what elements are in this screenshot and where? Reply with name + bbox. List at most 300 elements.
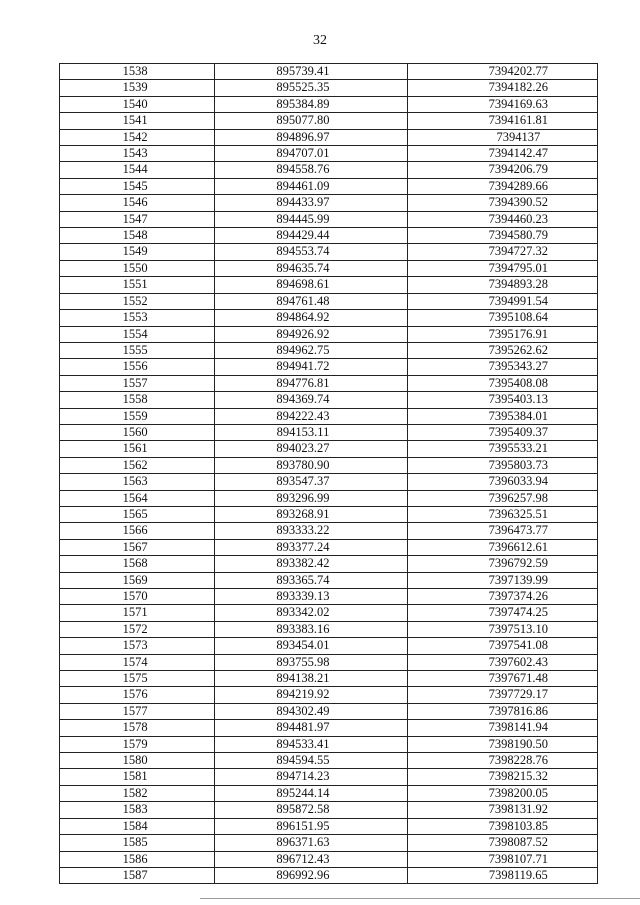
x-coordinate-cell bbox=[215, 326, 407, 342]
x-coordinate-cell bbox=[215, 523, 407, 539]
point-number-cell bbox=[60, 178, 215, 194]
y-coordinate-cell bbox=[407, 342, 597, 358]
cell-text: 1564 bbox=[122, 490, 148, 505]
cell-text: 7398107.71 bbox=[488, 851, 548, 866]
cell-text: 1582 bbox=[122, 785, 148, 800]
table-row bbox=[60, 408, 598, 424]
cell-text: 1578 bbox=[122, 720, 148, 735]
cell-text: 1549 bbox=[122, 244, 148, 259]
cell-text: 1555 bbox=[122, 342, 148, 357]
cell-text: 7397671.48 bbox=[488, 671, 548, 686]
cell-text: 894433.97 bbox=[276, 195, 330, 210]
y-coordinate-cell bbox=[407, 146, 597, 162]
point-number-cell bbox=[60, 687, 215, 703]
table-row bbox=[60, 375, 598, 391]
cell-text: 894776.81 bbox=[276, 375, 330, 390]
cell-text: 894761.48 bbox=[276, 293, 330, 308]
table-row bbox=[60, 195, 598, 211]
x-coordinate-cell bbox=[215, 342, 407, 358]
point-number-cell bbox=[60, 720, 215, 736]
point-number-cell bbox=[60, 228, 215, 244]
table-row bbox=[60, 621, 598, 637]
x-coordinate-cell bbox=[215, 96, 407, 112]
table-row bbox=[60, 556, 598, 572]
point-number-cell bbox=[60, 474, 215, 490]
cell-text: 894714.23 bbox=[276, 769, 330, 784]
y-coordinate-cell bbox=[407, 851, 597, 867]
x-coordinate-cell bbox=[215, 703, 407, 719]
cell-text: 7394795.01 bbox=[488, 260, 548, 275]
cell-text: 1544 bbox=[122, 162, 148, 177]
y-coordinate-cell bbox=[407, 802, 597, 818]
cell-text: 1554 bbox=[122, 326, 148, 341]
x-coordinate-cell bbox=[215, 556, 407, 572]
x-coordinate-cell bbox=[215, 228, 407, 244]
x-coordinate-cell bbox=[215, 753, 407, 769]
table-row bbox=[60, 342, 598, 358]
cell-text: 1556 bbox=[122, 359, 148, 374]
y-coordinate-cell bbox=[407, 113, 597, 129]
y-coordinate-cell bbox=[407, 687, 597, 703]
table-row bbox=[60, 244, 598, 260]
cell-text: 7397602.43 bbox=[488, 654, 548, 669]
cell-text: 895739.41 bbox=[276, 64, 330, 78]
table-row bbox=[60, 539, 598, 555]
cell-text: 1557 bbox=[122, 375, 148, 390]
cell-text: 1551 bbox=[122, 277, 148, 292]
table-row bbox=[60, 506, 598, 522]
y-coordinate-cell bbox=[407, 605, 597, 621]
cell-text: 1573 bbox=[122, 638, 148, 653]
page-number: 32 bbox=[313, 33, 327, 48]
cell-text: 893780.90 bbox=[276, 457, 330, 472]
cell-text: 1550 bbox=[122, 260, 148, 275]
x-coordinate-cell bbox=[215, 277, 407, 293]
cell-text: 7394202.77 bbox=[488, 64, 548, 78]
cell-text: 7394580.79 bbox=[488, 228, 548, 243]
cell-text: 7394137 bbox=[496, 129, 541, 144]
point-number-cell bbox=[60, 392, 215, 408]
y-coordinate-cell bbox=[407, 424, 597, 440]
cell-text: 1565 bbox=[122, 506, 148, 521]
scan-edge-line bbox=[200, 898, 640, 899]
y-coordinate-cell bbox=[407, 310, 597, 326]
cell-text: 7398215.32 bbox=[488, 769, 548, 784]
cell-text: 894594.55 bbox=[276, 753, 330, 768]
x-coordinate-cell bbox=[215, 638, 407, 654]
cell-text: 1574 bbox=[122, 654, 148, 669]
point-number-cell bbox=[60, 441, 215, 457]
cell-text: 1571 bbox=[122, 605, 148, 620]
y-coordinate-cell bbox=[407, 474, 597, 490]
table-row bbox=[60, 64, 598, 80]
cell-text: 1560 bbox=[122, 424, 148, 439]
table-row bbox=[60, 392, 598, 408]
cell-text: 1552 bbox=[122, 293, 148, 308]
cell-text: 7398087.52 bbox=[488, 835, 548, 850]
y-coordinate-cell bbox=[407, 753, 597, 769]
y-coordinate-cell bbox=[407, 835, 597, 851]
cell-text: 894153.11 bbox=[276, 424, 330, 439]
cell-text: 1553 bbox=[122, 310, 148, 325]
table-row bbox=[60, 293, 598, 309]
x-coordinate-cell bbox=[215, 424, 407, 440]
y-coordinate-cell bbox=[407, 96, 597, 112]
cell-text: 7395403.13 bbox=[488, 392, 548, 407]
cell-text: 893547.37 bbox=[276, 474, 330, 489]
cell-text: 1540 bbox=[122, 96, 148, 111]
cell-text: 7396473.77 bbox=[488, 523, 548, 538]
x-coordinate-cell bbox=[215, 129, 407, 145]
y-coordinate-cell bbox=[407, 244, 597, 260]
point-number-cell bbox=[60, 260, 215, 276]
y-coordinate-cell bbox=[407, 375, 597, 391]
cell-text: 894219.92 bbox=[276, 687, 330, 702]
table-row bbox=[60, 769, 598, 785]
point-number-cell bbox=[60, 523, 215, 539]
cell-text: 894864.92 bbox=[276, 310, 330, 325]
cell-text: 7395384.01 bbox=[488, 408, 548, 423]
x-coordinate-cell bbox=[215, 818, 407, 834]
table-row bbox=[60, 326, 598, 342]
cell-text: 893342.02 bbox=[276, 605, 330, 620]
cell-text: 1583 bbox=[122, 802, 148, 817]
cell-text: 7395409.37 bbox=[488, 424, 548, 439]
point-number-cell bbox=[60, 539, 215, 555]
cell-text: 894481.97 bbox=[276, 720, 330, 735]
x-coordinate-cell bbox=[215, 671, 407, 687]
table-row bbox=[60, 638, 598, 654]
point-number-cell bbox=[60, 96, 215, 112]
cell-text: 7397513.10 bbox=[488, 621, 548, 636]
y-coordinate-cell bbox=[407, 178, 597, 194]
cell-text: 1543 bbox=[122, 146, 148, 161]
cell-text: 896992.96 bbox=[276, 867, 330, 882]
y-coordinate-cell bbox=[407, 720, 597, 736]
cell-text: 7398200.05 bbox=[488, 785, 548, 800]
point-number-cell bbox=[60, 424, 215, 440]
point-number-cell bbox=[60, 146, 215, 162]
point-number-cell bbox=[60, 293, 215, 309]
x-coordinate-cell bbox=[215, 621, 407, 637]
cell-text: 894461.09 bbox=[276, 178, 330, 193]
table-row bbox=[60, 589, 598, 605]
cell-text: 7395108.64 bbox=[488, 310, 548, 325]
point-number-cell bbox=[60, 605, 215, 621]
x-coordinate-cell bbox=[215, 539, 407, 555]
cell-text: 1585 bbox=[122, 835, 148, 850]
x-coordinate-cell bbox=[215, 408, 407, 424]
cell-text: 894962.75 bbox=[276, 342, 330, 357]
cell-text: 1575 bbox=[122, 671, 148, 686]
x-coordinate-cell bbox=[215, 720, 407, 736]
y-coordinate-cell bbox=[407, 162, 597, 178]
point-number-cell bbox=[60, 342, 215, 358]
y-coordinate-cell bbox=[407, 506, 597, 522]
cell-text: 7397729.17 bbox=[488, 687, 548, 702]
x-coordinate-cell bbox=[215, 146, 407, 162]
table-row bbox=[60, 310, 598, 326]
x-coordinate-cell bbox=[215, 244, 407, 260]
y-coordinate-cell bbox=[407, 277, 597, 293]
x-coordinate-cell bbox=[215, 80, 407, 96]
y-coordinate-cell bbox=[407, 211, 597, 227]
x-coordinate-cell bbox=[215, 310, 407, 326]
y-coordinate-cell bbox=[407, 621, 597, 637]
cell-text: 896371.63 bbox=[276, 835, 330, 850]
point-number-cell bbox=[60, 408, 215, 424]
cell-text: 7397541.08 bbox=[488, 638, 548, 653]
table-row bbox=[60, 178, 598, 194]
cell-text: 7394182.26 bbox=[488, 80, 548, 95]
x-coordinate-cell bbox=[215, 359, 407, 375]
cell-text: 7395262.62 bbox=[488, 342, 548, 357]
y-coordinate-cell bbox=[407, 490, 597, 506]
point-number-cell bbox=[60, 129, 215, 145]
point-number-cell bbox=[60, 572, 215, 588]
cell-text: 7396033.94 bbox=[488, 474, 548, 489]
cell-text: 7394289.66 bbox=[488, 178, 548, 193]
table-row bbox=[60, 490, 598, 506]
x-coordinate-cell bbox=[215, 64, 407, 80]
table-row bbox=[60, 162, 598, 178]
cell-text: 894023.27 bbox=[276, 441, 330, 456]
y-coordinate-cell bbox=[407, 654, 597, 670]
cell-text: 894138.21 bbox=[276, 671, 330, 686]
table-row bbox=[60, 523, 598, 539]
cell-text: 893296.99 bbox=[276, 490, 330, 505]
x-coordinate-cell bbox=[215, 736, 407, 752]
cell-text: 895384.89 bbox=[276, 96, 330, 111]
x-coordinate-cell bbox=[215, 113, 407, 129]
cell-text: 894896.97 bbox=[276, 129, 330, 144]
cell-text: 893339.13 bbox=[276, 589, 330, 603]
point-number-cell bbox=[60, 589, 215, 605]
point-number-cell bbox=[60, 359, 215, 375]
y-coordinate-cell bbox=[407, 638, 597, 654]
point-number-cell bbox=[60, 375, 215, 391]
cell-text: 1563 bbox=[122, 474, 148, 489]
cell-text: 894558.76 bbox=[276, 162, 330, 177]
cell-text: 7395533.21 bbox=[488, 441, 548, 456]
cell-text: 7394460.23 bbox=[488, 211, 548, 226]
point-number-cell bbox=[60, 851, 215, 867]
point-number-cell bbox=[60, 818, 215, 834]
y-coordinate-cell bbox=[407, 129, 597, 145]
table-row bbox=[60, 441, 598, 457]
table-row bbox=[60, 424, 598, 440]
cell-text: 1538 bbox=[122, 64, 148, 78]
cell-text: 894445.99 bbox=[276, 211, 330, 226]
table-row bbox=[60, 753, 598, 769]
cell-text: 7397139.99 bbox=[488, 572, 548, 587]
cell-text: 893383.16 bbox=[276, 621, 330, 636]
cell-text: 1542 bbox=[122, 129, 148, 144]
x-coordinate-cell bbox=[215, 589, 407, 605]
cell-text: 894707.01 bbox=[276, 146, 330, 161]
y-coordinate-cell bbox=[407, 260, 597, 276]
x-coordinate-cell bbox=[215, 441, 407, 457]
cell-text: 1548 bbox=[122, 228, 148, 243]
cell-text: 7394390.52 bbox=[488, 195, 548, 210]
point-number-cell bbox=[60, 621, 215, 637]
point-number-cell bbox=[60, 490, 215, 506]
table-row bbox=[60, 851, 598, 867]
point-number-cell bbox=[60, 211, 215, 227]
point-number-cell bbox=[60, 195, 215, 211]
y-coordinate-cell bbox=[407, 457, 597, 473]
x-coordinate-cell bbox=[215, 162, 407, 178]
cell-text: 894302.49 bbox=[276, 703, 330, 718]
cell-text: 895244.14 bbox=[276, 785, 330, 800]
y-coordinate-cell bbox=[407, 195, 597, 211]
y-coordinate-cell bbox=[407, 818, 597, 834]
cell-text: 894369.74 bbox=[276, 392, 330, 407]
point-number-cell bbox=[60, 277, 215, 293]
y-coordinate-cell bbox=[407, 671, 597, 687]
cell-text: 1546 bbox=[122, 195, 148, 210]
point-number-cell bbox=[60, 671, 215, 687]
cell-text: 7397474.25 bbox=[488, 605, 548, 620]
cell-text: 1558 bbox=[122, 392, 148, 407]
cell-text: 1561 bbox=[122, 441, 148, 456]
cell-text: 893377.24 bbox=[276, 539, 330, 554]
cell-text: 1541 bbox=[122, 113, 148, 128]
cell-text: 7395408.08 bbox=[488, 375, 548, 390]
y-coordinate-cell bbox=[407, 572, 597, 588]
cell-text: 894533.41 bbox=[276, 736, 330, 751]
cell-text: 1579 bbox=[122, 736, 148, 751]
cell-text: 7395176.91 bbox=[488, 326, 548, 341]
x-coordinate-cell bbox=[215, 654, 407, 670]
cell-text: 893365.74 bbox=[276, 572, 330, 587]
table-row bbox=[60, 96, 598, 112]
x-coordinate-cell bbox=[215, 293, 407, 309]
point-number-cell bbox=[60, 556, 215, 572]
table-row bbox=[60, 228, 598, 244]
x-coordinate-cell bbox=[215, 572, 407, 588]
point-number-cell bbox=[60, 244, 215, 260]
coordinates-table-body bbox=[60, 64, 598, 884]
point-number-cell bbox=[60, 703, 215, 719]
cell-text: 894222.43 bbox=[276, 408, 330, 423]
cell-text: 7394161.81 bbox=[488, 113, 548, 128]
x-coordinate-cell bbox=[215, 687, 407, 703]
y-coordinate-cell bbox=[407, 523, 597, 539]
x-coordinate-cell bbox=[215, 195, 407, 211]
cell-text: 1568 bbox=[122, 556, 148, 571]
y-coordinate-cell bbox=[407, 785, 597, 801]
cell-text: 894429.44 bbox=[276, 228, 330, 243]
cell-text: 1577 bbox=[122, 703, 148, 718]
table-row bbox=[60, 211, 598, 227]
table-row bbox=[60, 146, 598, 162]
cell-text: 1584 bbox=[122, 818, 148, 833]
cell-text: 7395803.73 bbox=[488, 457, 548, 472]
point-number-cell bbox=[60, 457, 215, 473]
cell-text: 894553.74 bbox=[276, 244, 330, 259]
cell-text: 7395343.27 bbox=[488, 359, 548, 374]
table-row bbox=[60, 867, 598, 883]
cell-text: 7396792.59 bbox=[488, 556, 548, 571]
point-number-cell bbox=[60, 506, 215, 522]
x-coordinate-cell bbox=[215, 178, 407, 194]
table-row bbox=[60, 736, 598, 752]
point-number-cell bbox=[60, 326, 215, 342]
cell-text: 893382.42 bbox=[276, 556, 330, 571]
point-number-cell bbox=[60, 64, 215, 80]
point-number-cell bbox=[60, 638, 215, 654]
y-coordinate-cell bbox=[407, 867, 597, 883]
y-coordinate-cell bbox=[407, 769, 597, 785]
cell-text: 1580 bbox=[122, 753, 148, 768]
cell-text: 7397816.86 bbox=[488, 703, 548, 718]
cell-text: 7398190.50 bbox=[488, 736, 548, 751]
x-coordinate-cell bbox=[215, 457, 407, 473]
cell-text: 893454.01 bbox=[276, 638, 330, 653]
table-row bbox=[60, 277, 598, 293]
y-coordinate-cell bbox=[407, 441, 597, 457]
point-number-cell bbox=[60, 310, 215, 326]
table-row bbox=[60, 129, 598, 145]
cell-text: 1586 bbox=[122, 851, 148, 866]
table-row bbox=[60, 359, 598, 375]
cell-text: 7394991.54 bbox=[488, 293, 548, 308]
cell-text: 1547 bbox=[122, 211, 148, 226]
point-number-cell bbox=[60, 835, 215, 851]
point-number-cell bbox=[60, 785, 215, 801]
point-number-cell bbox=[60, 162, 215, 178]
x-coordinate-cell bbox=[215, 506, 407, 522]
cell-text: 1581 bbox=[122, 769, 148, 784]
cell-text: 1576 bbox=[122, 687, 148, 702]
table-row bbox=[60, 474, 598, 490]
y-coordinate-cell bbox=[407, 392, 597, 408]
y-coordinate-cell bbox=[407, 80, 597, 96]
y-coordinate-cell bbox=[407, 589, 597, 605]
cell-text: 893755.98 bbox=[276, 654, 330, 669]
table-row bbox=[60, 671, 598, 687]
table-row bbox=[60, 572, 598, 588]
point-number-cell bbox=[60, 867, 215, 883]
cell-text: 894926.92 bbox=[276, 326, 330, 341]
cell-text: 7398141.94 bbox=[488, 720, 548, 735]
table-row bbox=[60, 654, 598, 670]
cell-text: 896712.43 bbox=[276, 851, 330, 866]
cell-text: 7394142.47 bbox=[488, 146, 548, 161]
table-row bbox=[60, 802, 598, 818]
y-coordinate-cell bbox=[407, 703, 597, 719]
cell-text: 7394169.63 bbox=[488, 96, 548, 111]
y-coordinate-cell bbox=[407, 556, 597, 572]
cell-text: 895077.80 bbox=[276, 113, 330, 128]
cell-text: 1539 bbox=[122, 80, 148, 95]
cell-text: 7397374.26 bbox=[488, 589, 548, 603]
cell-text: 894941.72 bbox=[276, 359, 330, 374]
cell-text: 1559 bbox=[122, 408, 148, 423]
x-coordinate-cell bbox=[215, 211, 407, 227]
table-row bbox=[60, 457, 598, 473]
point-number-cell bbox=[60, 769, 215, 785]
cell-text: 893268.91 bbox=[276, 506, 330, 521]
cell-text: 7398228.76 bbox=[488, 753, 548, 768]
y-coordinate-cell bbox=[407, 736, 597, 752]
table-row bbox=[60, 785, 598, 801]
cell-text: 7396257.98 bbox=[488, 490, 548, 505]
cell-text: 7396612.61 bbox=[488, 539, 548, 554]
x-coordinate-cell bbox=[215, 867, 407, 883]
point-number-cell bbox=[60, 753, 215, 769]
